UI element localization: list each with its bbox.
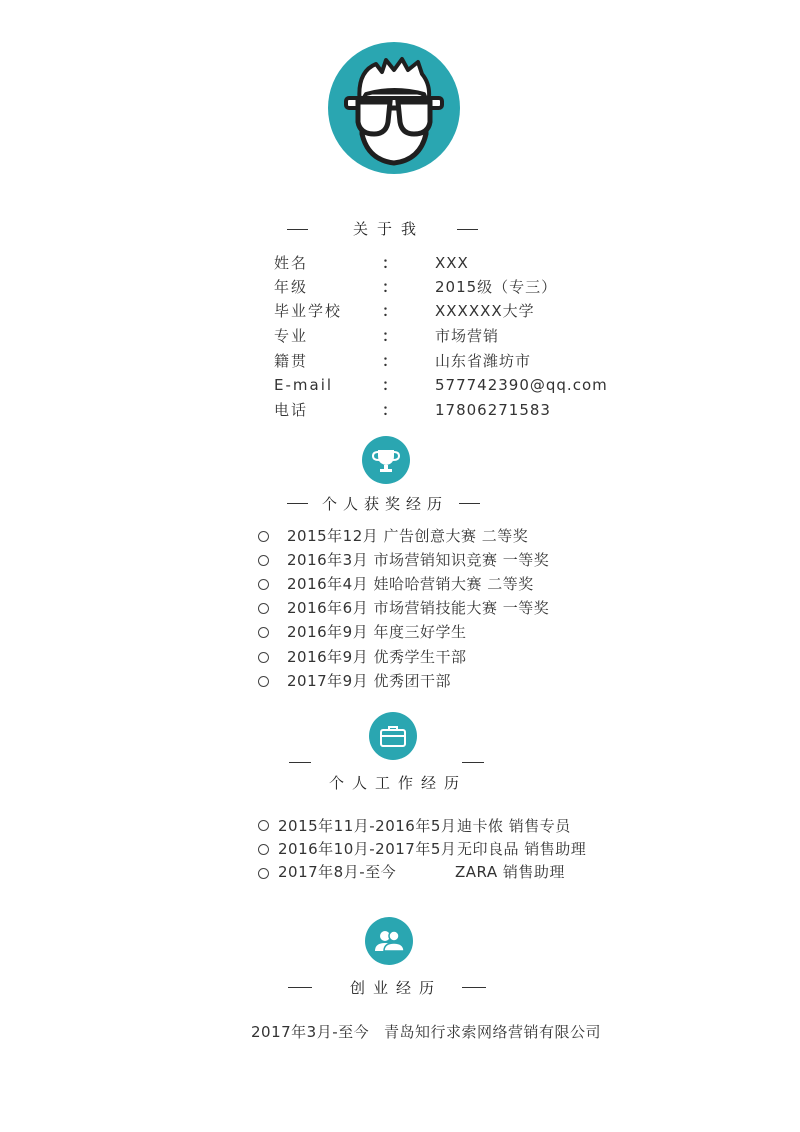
awards-icon-circle (362, 436, 410, 484)
info-value: 2015级（专三） (435, 278, 558, 296)
info-label: 年级 (274, 278, 309, 296)
info-colon: ： (382, 302, 398, 320)
bullet-circle-icon (258, 652, 269, 663)
list-item (0, 814, 800, 838)
bullet-circle-icon (258, 868, 269, 879)
info-label: 专业 (274, 327, 309, 345)
list-item (0, 837, 800, 861)
title-rule-left (289, 762, 311, 763)
info-row (0, 398, 800, 423)
award-text: 2016年9月 优秀学生干部 (287, 648, 467, 666)
info-row (0, 251, 800, 276)
info-colon: ： (382, 352, 398, 370)
work-icon-circle (369, 712, 417, 760)
title-rule-left (287, 503, 308, 504)
list-item (0, 669, 800, 693)
bullet-circle-icon (258, 531, 269, 542)
info-row (0, 349, 800, 374)
startup-company: 青岛知行求索网络营销有限公司 (384, 1023, 602, 1041)
list-item (0, 524, 800, 548)
work-detail: ZARA 销售助理 (455, 863, 565, 881)
work-detail: 迪卡侬 销售专员 (457, 817, 571, 835)
list-item (0, 572, 800, 596)
title-rule-left (288, 987, 312, 988)
title-rule-right (457, 229, 478, 230)
info-value: 市场营销 (435, 327, 500, 345)
list-item (0, 620, 800, 644)
award-text: 2017年9月 优秀团干部 (287, 672, 451, 690)
info-label: 电话 (274, 401, 309, 419)
info-row (0, 275, 800, 300)
bullet-circle-icon (258, 844, 269, 855)
info-colon: ： (382, 327, 398, 345)
bullet-circle-icon (258, 820, 269, 831)
info-label: 毕业学校 (274, 302, 343, 320)
trophy-icon (362, 436, 410, 484)
email-link[interactable]: 577742390@qq.com (435, 376, 608, 394)
bullet-circle-icon (258, 603, 269, 614)
info-colon: ： (382, 401, 398, 419)
startup-row (0, 1020, 800, 1044)
startup-title: 创业经历 (350, 979, 443, 997)
award-text: 2016年3月 市场营销知识竞赛 一等奖 (287, 551, 550, 569)
bullet-circle-icon (258, 579, 269, 590)
info-row (0, 299, 800, 324)
list-item (0, 860, 800, 884)
bullet-circle-icon (258, 627, 269, 638)
info-value: 山东省潍坊市 (435, 352, 532, 370)
phone-link[interactable]: 17806271583 (435, 401, 551, 419)
briefcase-icon (369, 712, 417, 760)
work-title: 个人工作经历 (329, 774, 468, 792)
work-period: 2015年11月-2016年5月 (278, 817, 457, 835)
info-colon: ： (382, 254, 398, 272)
work-period: 2017年8月-至今 (278, 863, 397, 881)
list-item (0, 596, 800, 620)
about-title: 关于我 (353, 220, 426, 238)
people-icon (365, 917, 413, 965)
awards-title: 个人获奖经历 (322, 495, 449, 513)
info-label: E-mail (274, 376, 334, 394)
info-colon: ： (382, 376, 398, 394)
info-label: 籍贯 (274, 352, 309, 370)
info-value: XXX (435, 254, 469, 272)
bullet-circle-icon (258, 676, 269, 687)
info-row (0, 373, 800, 398)
title-rule-right (462, 987, 486, 988)
info-label: 姓名 (274, 254, 309, 272)
title-rule-right (462, 762, 484, 763)
info-value: XXXXXX大学 (435, 302, 535, 320)
glasses-face-icon (328, 42, 460, 174)
info-row (0, 324, 800, 349)
work-detail: 无印良品 销售助理 (457, 840, 587, 858)
award-text: 2016年9月 年度三好学生 (287, 623, 467, 641)
list-item (0, 645, 800, 669)
list-item (0, 548, 800, 572)
title-rule-right (459, 503, 480, 504)
title-rule-left (287, 229, 308, 230)
bullet-circle-icon (258, 555, 269, 566)
startup-period: 2017年3月-至今 (251, 1023, 370, 1041)
award-text: 2016年6月 市场营销技能大赛 一等奖 (287, 599, 550, 617)
work-period: 2016年10月-2017年5月 (278, 840, 457, 858)
award-text: 2016年4月 娃哈哈营销大赛 二等奖 (287, 575, 534, 593)
info-colon: ： (382, 278, 398, 296)
startup-icon-circle (365, 917, 413, 965)
avatar (328, 42, 460, 174)
award-text: 2015年12月 广告创意大赛 二等奖 (287, 527, 529, 545)
